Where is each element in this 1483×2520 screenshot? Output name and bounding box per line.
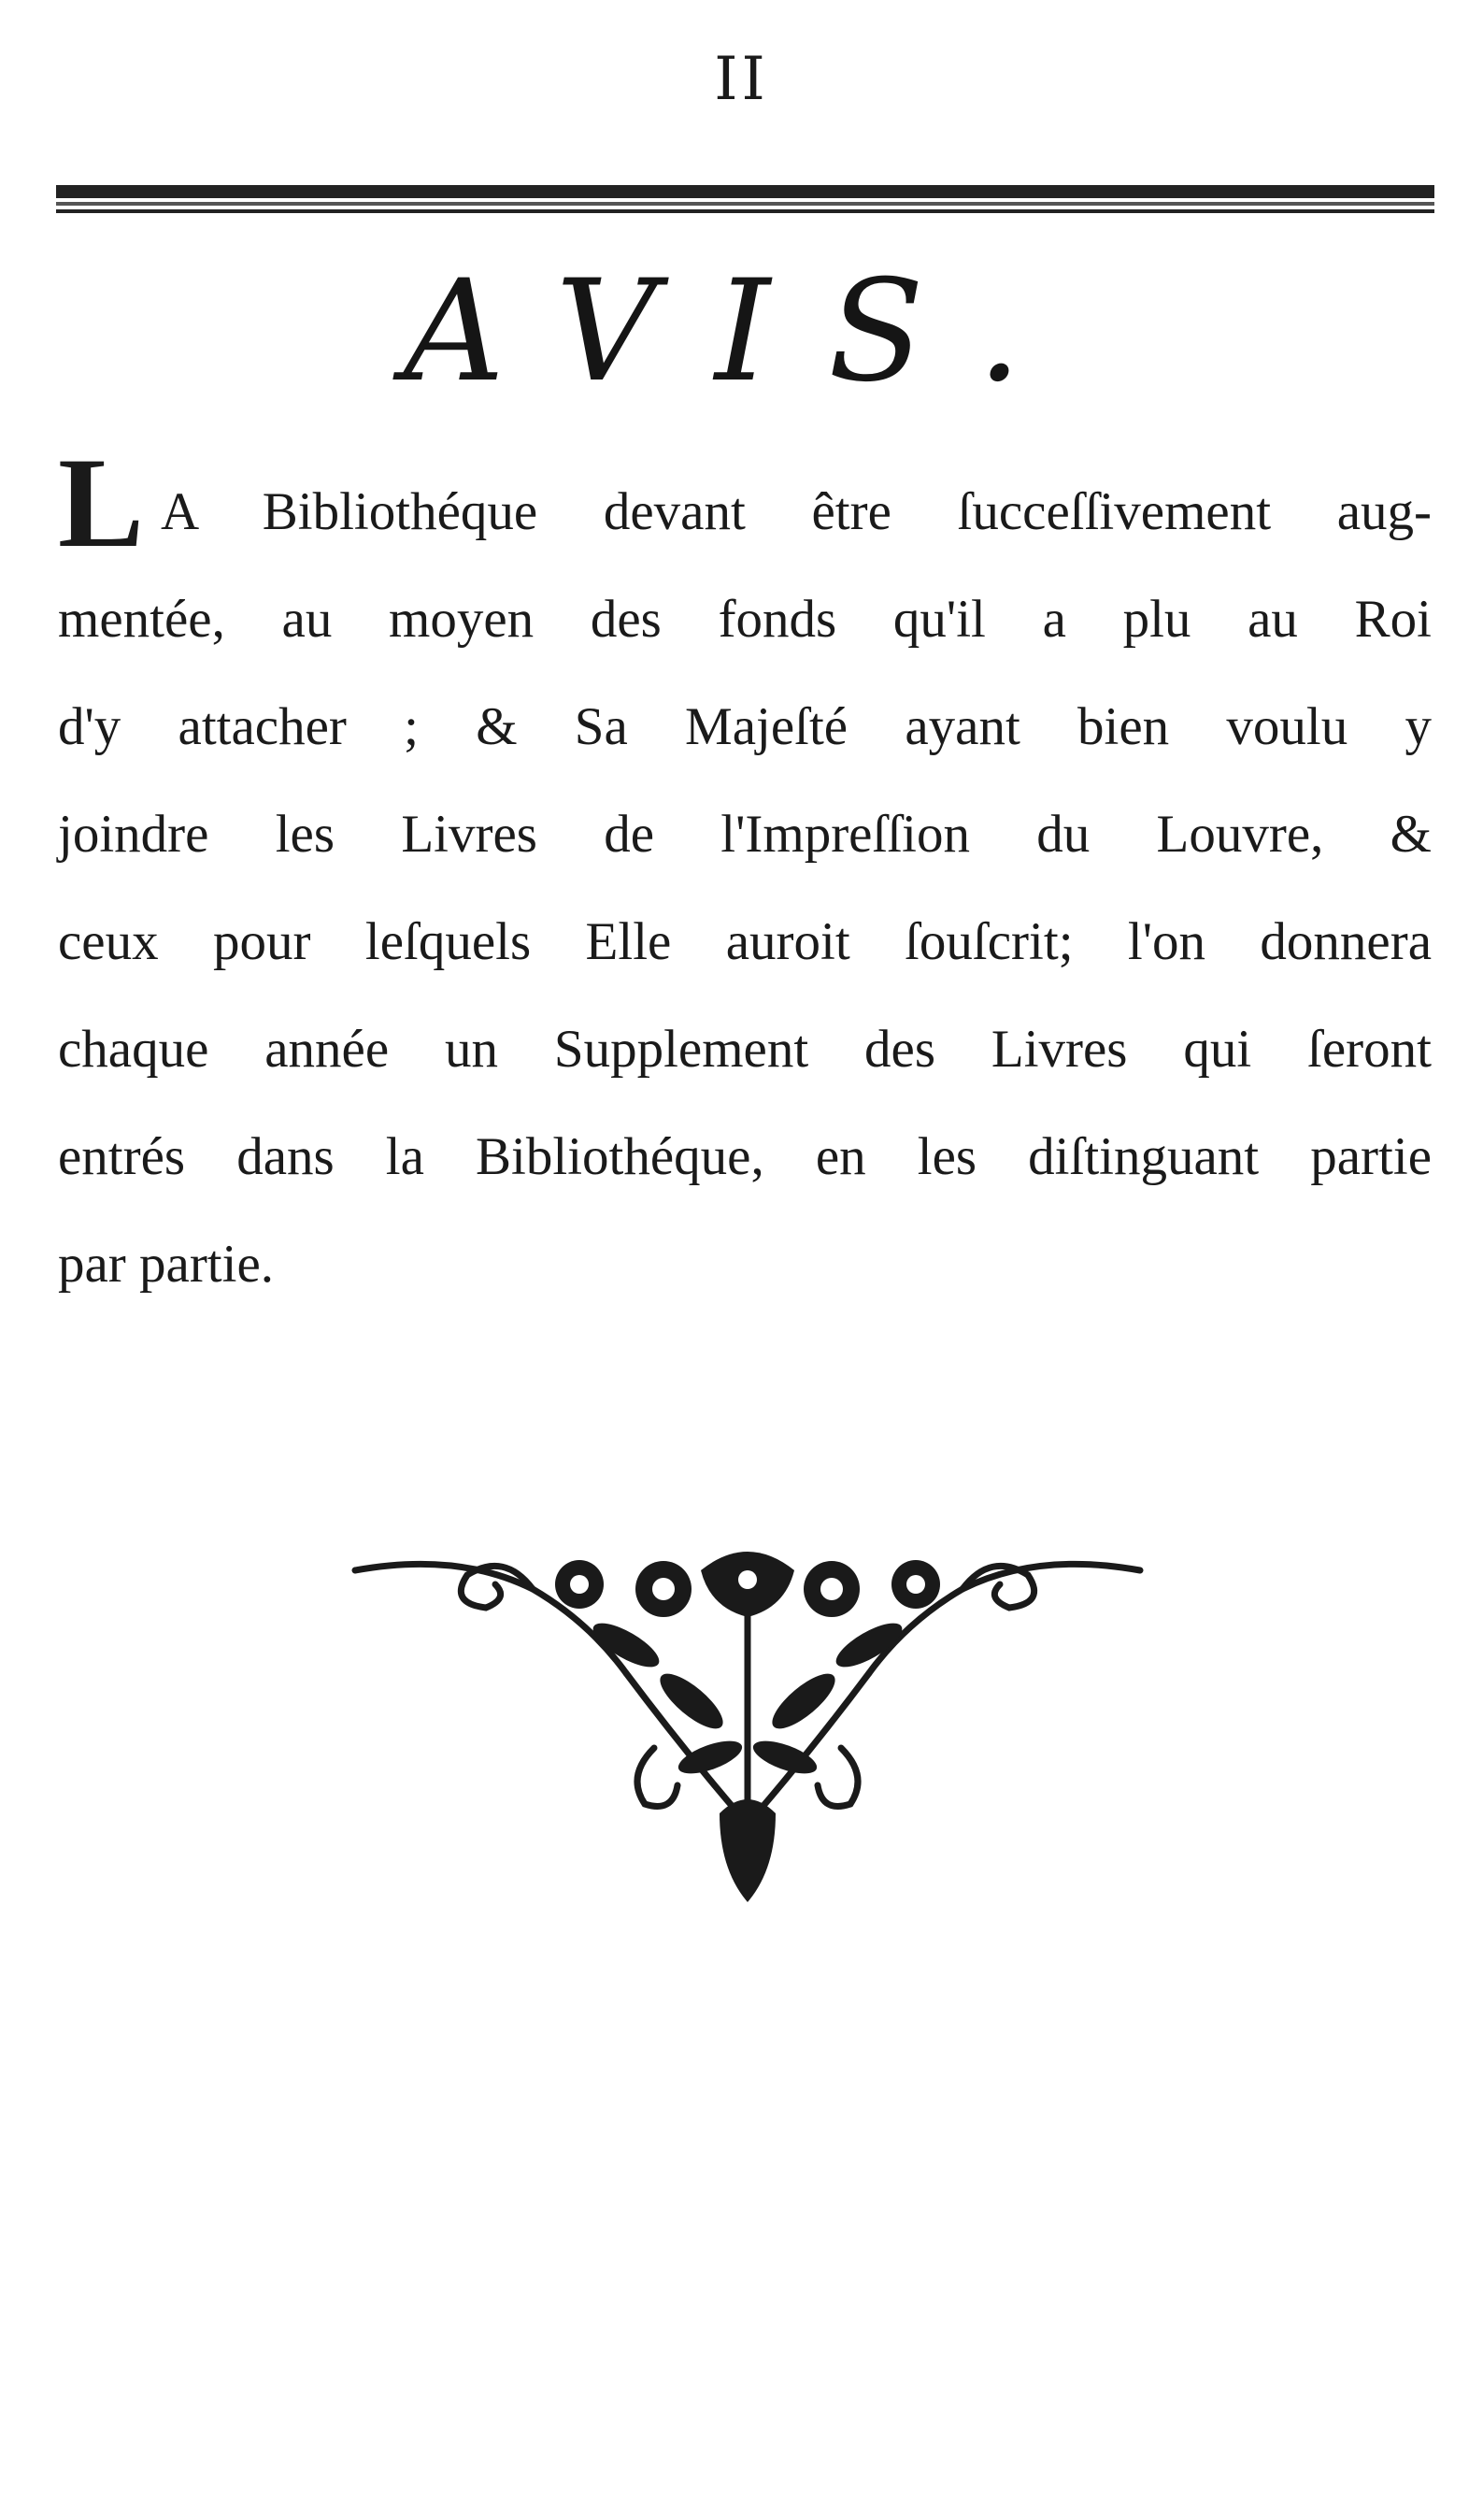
floral-cul-de-lampe-icon [346, 1533, 1149, 1907]
text-line: joindre les Livres de l'Impreſſion du Louvre, & [58, 805, 1432, 864]
avis-paragraph [58, 431, 1432, 1318]
text-line: entrés dans la Bibliothéque, en les diſtinguant partie [58, 1127, 1432, 1186]
header-rule-lower [56, 209, 1434, 213]
text-line: mentée, au moyen des fonds qu'il a plu au Roi [58, 590, 1432, 649]
text-line: ceux pour leſquels Elle auroit ſouſcrit; l'on donnera [58, 912, 1432, 971]
text-line: d'y attacher ; & Sa Majeſté ayant bien voulu y [58, 697, 1432, 756]
drop-cap: L [58, 431, 145, 574]
text-line: A Bibliothéque devant être ſucceſſivement aug- [161, 482, 1432, 541]
text-line: chaque année un Supplement des Livres qui ſeront [58, 1020, 1432, 1079]
text-line: par partie. [58, 1235, 275, 1294]
header-rule-thin [56, 202, 1434, 206]
page-number: II [714, 45, 769, 114]
header-rule [56, 185, 1434, 198]
page-title: AVIS. [403, 251, 1080, 413]
